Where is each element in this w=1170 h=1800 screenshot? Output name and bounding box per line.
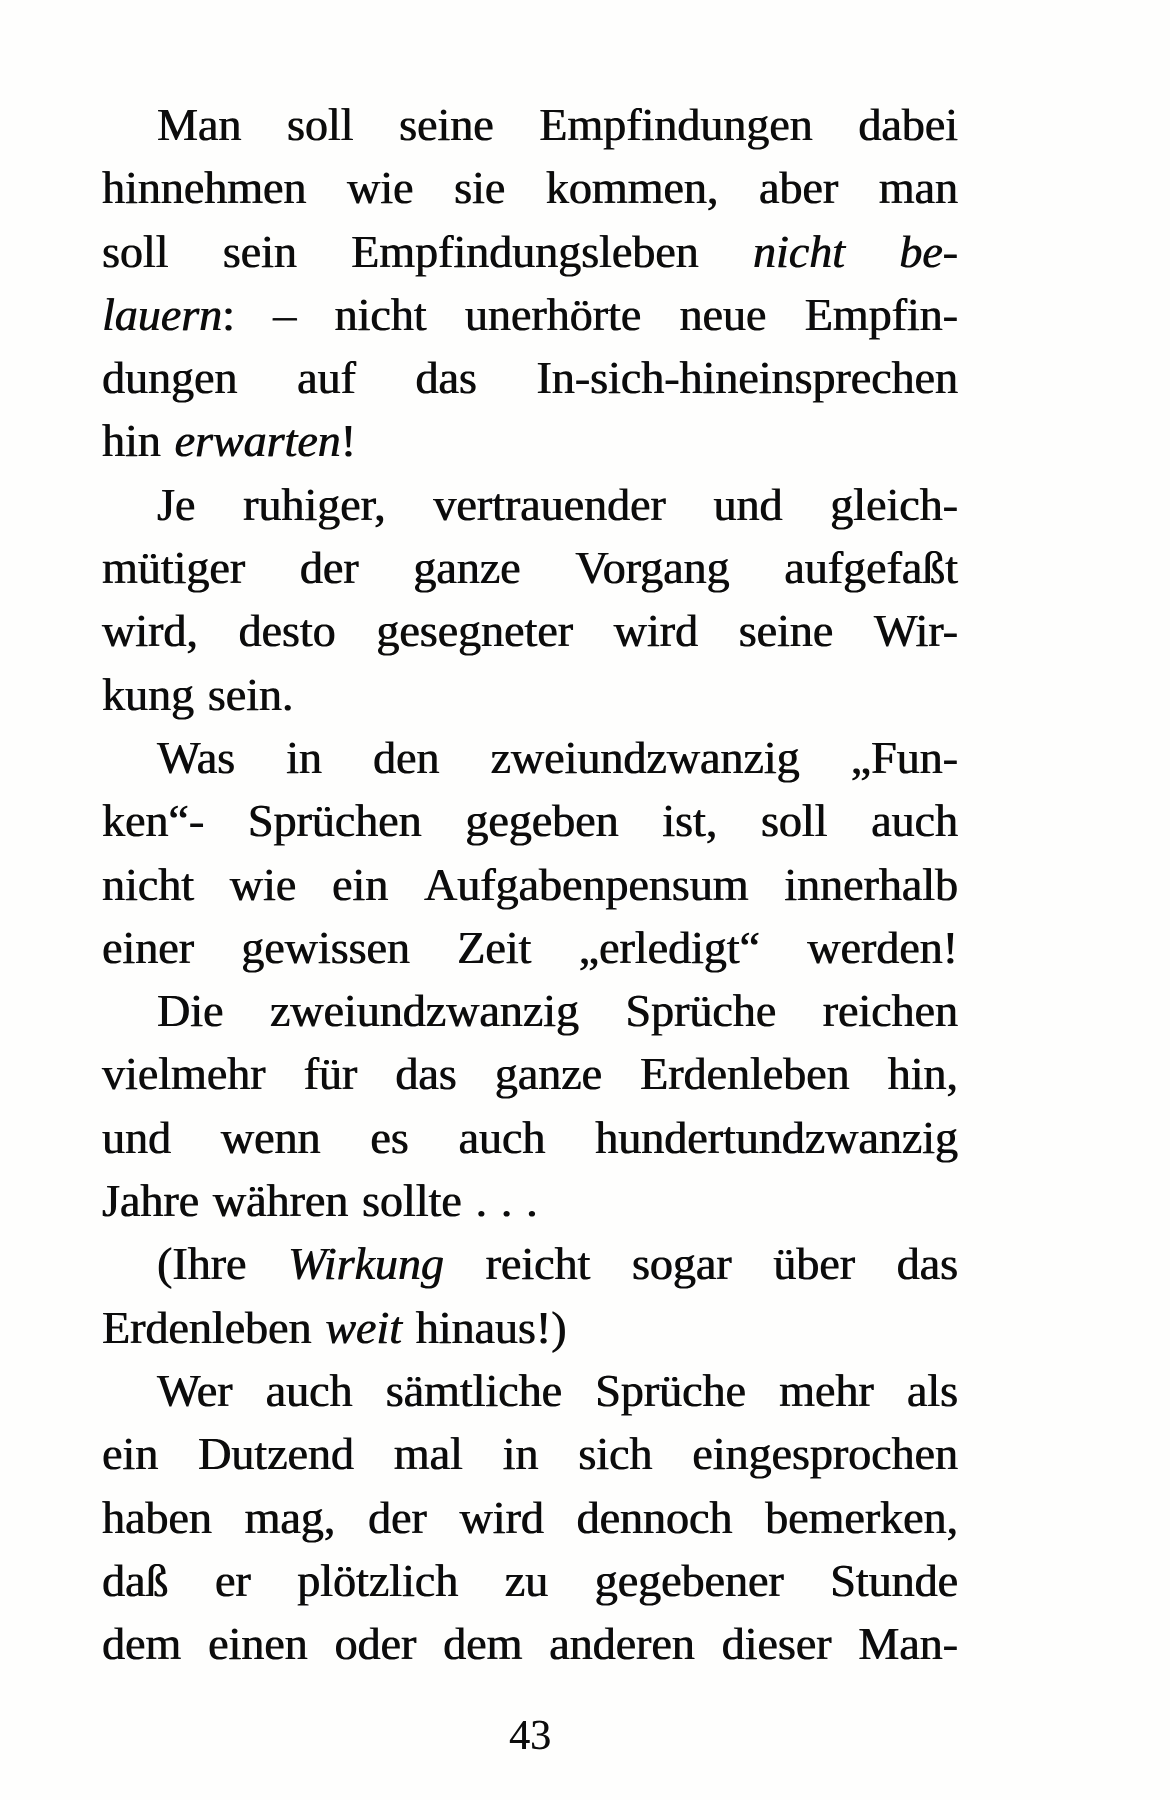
word: wird [459, 1491, 544, 1543]
word: Vorgang [575, 542, 730, 594]
word: zweiundzwanzig [490, 731, 800, 783]
word: dabei [858, 99, 958, 150]
word: und [102, 1111, 171, 1163]
word: Man [157, 99, 242, 150]
word: Erdenleben [640, 1048, 850, 1100]
text-line [102, 984, 958, 1047]
paragraph [102, 1364, 958, 1680]
word: desto [238, 605, 336, 657]
word: Aufgabenpensum [424, 858, 749, 910]
word: oder [334, 1618, 417, 1670]
word: ein [102, 1428, 159, 1480]
word: wird [613, 605, 698, 657]
word: Dutzend [198, 1428, 354, 1480]
word: als [906, 1364, 958, 1416]
word: hinnehmen [102, 162, 307, 214]
word: in [286, 731, 322, 783]
text-line [102, 1111, 958, 1174]
paragraph [102, 478, 958, 731]
word: mehr [779, 1364, 874, 1416]
word: aber [758, 162, 839, 214]
word: ganze [494, 1048, 603, 1100]
word: wie [347, 162, 414, 214]
word: dem [102, 1618, 182, 1670]
page-text [102, 98, 958, 1680]
word: weit [325, 1301, 402, 1353]
word: gleich- [830, 478, 958, 530]
word: anderen [549, 1618, 695, 1670]
word: werden! [807, 921, 958, 973]
word: mag, [244, 1491, 336, 1543]
paragraph [102, 1237, 958, 1364]
paragraph [102, 731, 958, 984]
word: „erledigt“ [578, 921, 760, 973]
text-line [102, 288, 958, 351]
word: soll [760, 795, 828, 847]
word: sein [222, 225, 297, 277]
word: Wer [157, 1364, 233, 1416]
word: aufgefaßt [784, 542, 958, 594]
word: den [373, 731, 440, 783]
word: dieser [721, 1618, 832, 1670]
word: zu [504, 1554, 549, 1606]
word: hin [102, 415, 161, 467]
word: vielmehr [102, 1048, 266, 1100]
text-line [102, 1427, 958, 1490]
text-line [102, 225, 958, 288]
word: neue [679, 288, 767, 340]
word: kommen, [545, 162, 719, 214]
word: Was [157, 731, 236, 783]
word: in [502, 1428, 539, 1480]
word: In-sich-hineinsprechen [536, 352, 958, 404]
word: zweiundzwanzig [269, 985, 579, 1037]
word: nicht [334, 288, 427, 340]
word: reicht [485, 1238, 591, 1290]
word: erwarten! [174, 415, 357, 467]
text-line [102, 1047, 958, 1110]
word: mal [393, 1428, 463, 1480]
word: hundertundzwanzig [595, 1111, 958, 1163]
word: Sprüchen [247, 795, 422, 847]
word: sein. [207, 668, 294, 720]
word: . [526, 1175, 538, 1227]
word: gesegneter [376, 605, 573, 657]
word: auch [871, 795, 958, 847]
text-line [102, 414, 958, 477]
word: das [395, 1048, 457, 1100]
word: sollte [362, 1175, 462, 1227]
word: wenn [220, 1111, 321, 1163]
word: . [500, 1175, 513, 1227]
word: auch [458, 1111, 546, 1163]
word: Die [157, 985, 224, 1037]
text-line [102, 1174, 958, 1237]
paragraph [102, 98, 958, 478]
text-line [102, 1617, 958, 1680]
text-line [102, 98, 958, 161]
word: gegebener [594, 1554, 784, 1606]
word: Empfin- [804, 288, 958, 340]
text-line [102, 921, 958, 984]
word: und [713, 478, 783, 530]
text-line [102, 1237, 958, 1300]
word: hinaus!) [415, 1301, 567, 1353]
word: haben [102, 1491, 212, 1543]
text-line [102, 858, 958, 921]
word: Stunde [830, 1554, 958, 1606]
word: dennoch [576, 1491, 733, 1543]
text-line [102, 731, 958, 794]
word: wie [229, 858, 297, 910]
word: der [299, 542, 359, 594]
word: für [303, 1048, 358, 1100]
word: reichen [822, 985, 958, 1037]
word: seine [738, 605, 834, 657]
word: dem [443, 1618, 523, 1670]
text-line [102, 161, 958, 224]
word: lauern: [102, 288, 235, 340]
word: daß [102, 1554, 169, 1606]
word: Erdenleben [102, 1301, 312, 1353]
word: über [773, 1238, 855, 1290]
word: Sprüche [595, 1364, 746, 1416]
word: kung [102, 668, 194, 720]
word: . [475, 1175, 487, 1227]
word: dungen [102, 352, 238, 404]
text-line [102, 794, 958, 857]
word: sogar [631, 1238, 732, 1290]
word: sämtliche [385, 1364, 562, 1416]
text-line [102, 668, 958, 731]
word: Man- [858, 1618, 958, 1670]
word: es [370, 1111, 409, 1163]
word: ganze [413, 542, 521, 594]
word: wird, [102, 605, 198, 657]
word: (Ihre [157, 1238, 247, 1290]
word: ken“- [102, 795, 205, 847]
word: seine [399, 99, 494, 150]
word: bemerken, [765, 1491, 958, 1543]
word: währen [212, 1175, 349, 1227]
word: nicht [752, 225, 845, 277]
text-line [102, 1554, 958, 1617]
word: ist, [662, 795, 718, 847]
paragraph [102, 984, 958, 1237]
word: soll [286, 99, 354, 150]
page-number: 43 [509, 1713, 551, 1759]
word: eingesprochen [692, 1428, 958, 1480]
word: ruhiger, [243, 478, 386, 530]
word: Jahre [102, 1175, 200, 1227]
word: Empfindungen [539, 99, 813, 150]
word: einen [208, 1618, 308, 1670]
word: Sprüche [625, 985, 777, 1037]
word: – [273, 288, 297, 340]
word: das [896, 1238, 958, 1290]
word: sie [454, 162, 506, 214]
word: Wirkung [288, 1238, 444, 1290]
word: man [878, 162, 958, 214]
text-line [102, 1301, 958, 1364]
word: unerhörte [464, 288, 642, 340]
word: innerhalb [784, 858, 958, 910]
word: gewissen [241, 921, 410, 973]
text-line [102, 1364, 958, 1427]
word: hin, [887, 1048, 958, 1100]
word: Zeit [457, 921, 532, 973]
word: Wir- [873, 605, 958, 657]
text-line [102, 1491, 958, 1554]
text-line [102, 478, 958, 541]
word: Empfindungsleben [351, 225, 699, 277]
word: ein [332, 858, 389, 910]
word: Je [157, 478, 196, 530]
word: „Fun- [850, 731, 958, 783]
word: das [415, 352, 477, 404]
word: auf [297, 352, 356, 404]
text-line [102, 541, 958, 604]
word: sich [578, 1428, 653, 1480]
word: einer [102, 921, 194, 973]
word: soll [102, 225, 169, 277]
text-line [102, 351, 958, 414]
word: vertrauender [433, 478, 666, 530]
word: nicht [102, 858, 194, 910]
word: be- [899, 225, 958, 277]
text-line [102, 604, 958, 667]
word: auch [265, 1364, 353, 1416]
word: der [368, 1491, 427, 1543]
word: gegeben [465, 795, 619, 847]
word: mütiger [102, 542, 246, 594]
word: er [214, 1554, 251, 1606]
word: plötzlich [297, 1554, 459, 1606]
